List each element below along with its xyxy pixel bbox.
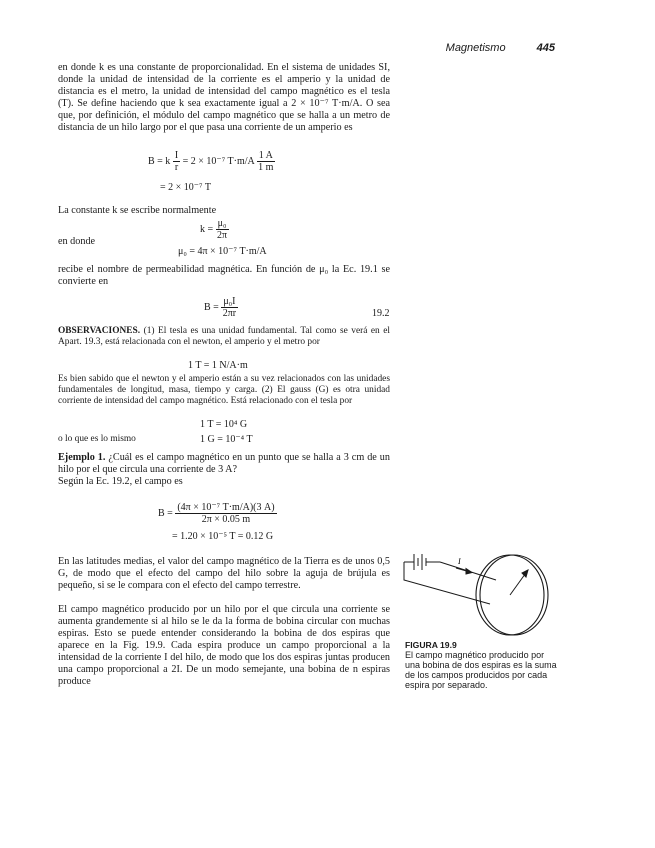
equation-8-line-2: = 1.20 × 10⁻⁵ T = 0.12 G (172, 531, 274, 542)
ejemplo-1 (58, 452, 390, 488)
page-number: 445 (536, 42, 555, 54)
header-title: Magnetismo (445, 42, 506, 54)
paragraph-3 (58, 264, 390, 288)
eq4-num: μ₀I (223, 296, 236, 307)
eq2-lhs: k = (200, 223, 214, 235)
equation-2 (200, 218, 229, 241)
observaciones-title: OBSERVACIONES. (58, 326, 141, 336)
paragraph-1-text: en donde k es una constante de proporcionalidad. En el sistema de unidades SI, donde la unidad de intensidad de la corriente es el amperio y la unidad de distancia es el metro, la unidad de intensidad del campo magnético es el tesla (T). Se define haciendo que k sea exactamente igual a 2 × 10⁻⁷ T·m/A. O sea que, por definición, el módulo del campo magnético que se halla a un metro de distancia de un hilo largo por el que pasa una corriente de un amperio es (58, 62, 390, 133)
equation-7: 1 G = 10⁻⁴ T (200, 434, 253, 445)
eq8-den: 2π × 0.05 m (201, 514, 251, 525)
current-label: I (458, 557, 461, 566)
paragraph-2: La constante k se escribe normalmente (58, 205, 217, 216)
eq2-fraction (216, 218, 229, 241)
figure-label: FIGURA 19.9 (405, 640, 457, 650)
eq1-I: I (174, 150, 179, 161)
eq4-lhs: B = (204, 301, 219, 313)
paragraph-6-text: El campo magnético producido por un hilo por el que circula una corriente se aumenta grandemente si al hilo se le da la forma de bobina circular con muchas espiras. Esto se puede entender considerando la bobina de dos espiras que aparece en la Fig. 19.9. Cada espira produce un campo proporcional a la intensidad de la corriente I del hilo, de modo que los dos espiras juntas producen una campo proporcional a 2I. De un modo semejante, una bobina de n espiras produce (58, 604, 390, 687)
paragraph-1 (58, 62, 390, 134)
ejemplo-text: ¿Cuál es el campo magnético en un punto que se halla a 3 cm de un hilo por el que circula una corriente de 3 A? (58, 452, 390, 475)
eq8-fraction (175, 502, 276, 525)
paragraph-4 (58, 374, 390, 407)
ejemplo-label: Ejemplo 1. (58, 452, 106, 463)
paragraph-4-text: Es bien sabido que el newton y el amperio están a su vez relacionados con las unidades fundamentales de longitud, masa, tiempo y carga. (2) El gauss (G) es otra unidad corriente de intensidad del campo magnético. Está relacionado con el tesla por (58, 374, 390, 406)
paragraph-3-text: recibe el nombre de permeabilidad magnética. En función de μ₀ la Ec. 19.1 se convierte en (58, 264, 390, 287)
equation-1 (148, 150, 275, 173)
observaciones (58, 326, 390, 348)
eq2-num: μ₀ (217, 218, 227, 229)
coil-loops (476, 555, 548, 635)
eq1-fraction-units (257, 150, 275, 173)
paragraph-6 (58, 604, 390, 688)
eq1-den: 1 m (258, 162, 274, 173)
equation-1-line-2: = 2 × 10⁻⁷ T (160, 182, 211, 193)
equation-6: 1 T = 10⁴ G (200, 419, 248, 430)
battery-icon (404, 554, 440, 570)
eq1-fraction-ir (173, 150, 180, 173)
eq4-fraction (221, 296, 237, 319)
figure-caption (405, 640, 560, 690)
eq1-lhs: B = k (148, 155, 171, 167)
equation-4 (204, 296, 238, 319)
equation-5: 1 T = 1 N/A·m (188, 360, 248, 371)
eq1-r: r (174, 162, 179, 173)
eq4-den: 2πr (222, 308, 237, 319)
equation-3: μ₀ = 4π × 10⁻⁷ T·m/A (178, 246, 267, 257)
eq1-num: 1 A (258, 150, 273, 161)
paragraph-5-text: En las latitudes medias, el valor del campo magnético de la Tierra es de unos 0,5 G, de modo que el efecto del campo del hilo sobre la aguja de brújula es pequeño, si se le compara con el efecto del campo terrestre. (58, 556, 390, 591)
equation-4-label: 19.2 (372, 308, 390, 319)
figure-caption-text: El campo magnético producido por una bobina de dos espiras es la suma de los campos producidos por cada espira por separado. (405, 650, 557, 690)
ejemplo-text-2: Según la Ec. 19.2, el campo es (58, 476, 183, 487)
lo-que-es-lo-mismo: o lo que es lo mismo (58, 434, 136, 444)
wire-leads (404, 562, 496, 604)
eq8-lhs: B = (158, 507, 173, 519)
en-donde: en donde (58, 236, 96, 247)
equation-8 (158, 502, 277, 525)
eq8-num: (4π × 10⁻⁷ T·m/A)(3 A) (177, 502, 275, 513)
observaciones-text: (1) El tesla es una unidad fundamental. Tal como se verá en el Apart. 19.3, está relacionada con el newton, el amperio y el metro por (58, 326, 390, 347)
field-arrow-icon (510, 570, 528, 595)
eq1-mid: = 2 × 10⁻⁷ T·m/A (182, 155, 255, 167)
eq2-den: 2π (217, 230, 228, 241)
paragraph-5 (58, 556, 390, 592)
current-arrow-icon (456, 568, 472, 574)
figure-coil-diagram (400, 540, 560, 640)
running-header (446, 42, 555, 54)
